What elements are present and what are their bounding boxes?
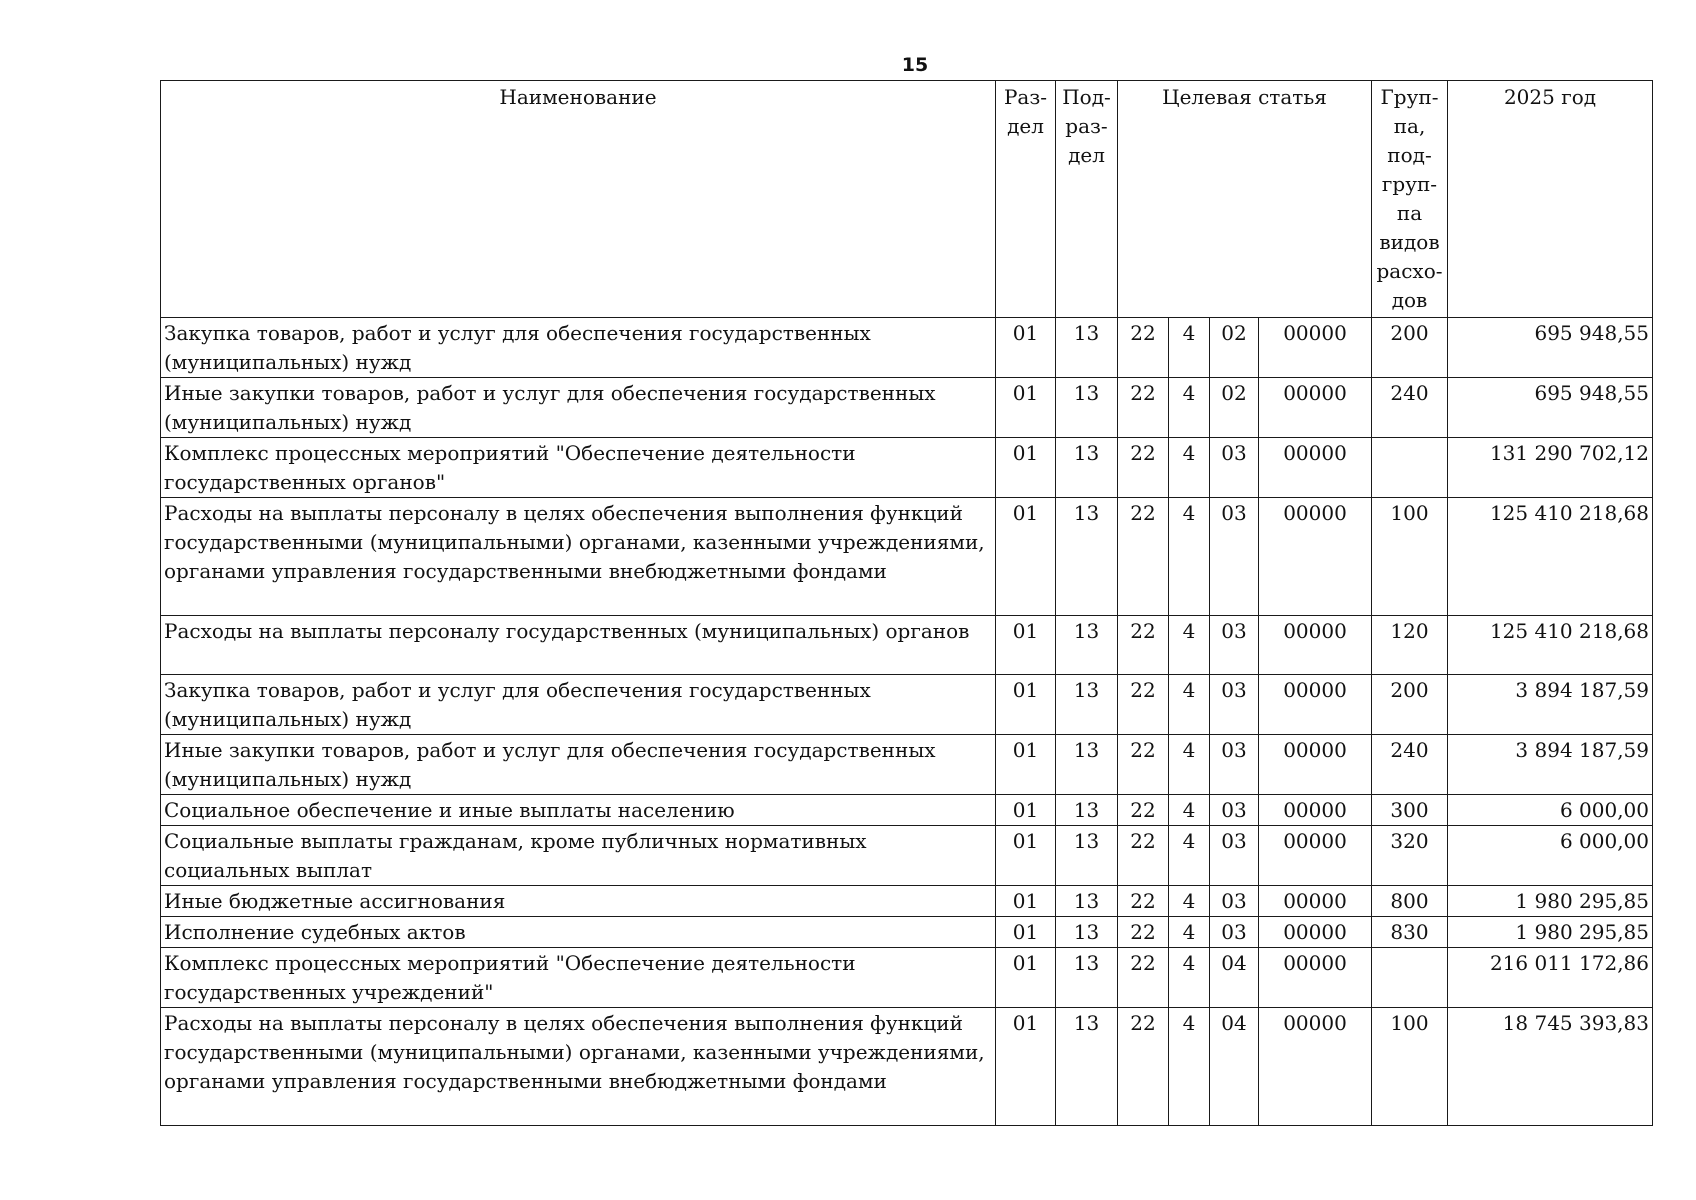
cell-subsection: 13 [1056,917,1118,948]
cell-target-structural: 03 [1210,616,1259,675]
cell-subsection: 13 [1056,378,1118,438]
cell-subsection: 13 [1056,795,1118,826]
cell-section: 01 [996,318,1056,378]
cell-amount: 1 980 295,85 [1448,886,1653,917]
cell-target-type: 4 [1169,948,1210,1008]
table-row [161,886,1653,917]
cell-expense-group: 240 [1372,735,1448,795]
cell-section: 01 [996,438,1056,498]
cell-target-direction: 00000 [1259,795,1372,826]
cell-target-structural: 02 [1210,378,1259,438]
cell-expense-group: 120 [1372,616,1448,675]
cell-name: Иные закупки товаров, работ и услуг для обеспечения государственных (муниципальных) нужд [161,378,996,438]
cell-target-structural: 04 [1210,1008,1259,1126]
cell-expense-group [1372,948,1448,1008]
table-row [161,1008,1653,1126]
cell-subsection: 13 [1056,826,1118,886]
cell-section: 01 [996,735,1056,795]
cell-target-direction: 00000 [1259,675,1372,735]
cell-section: 01 [996,795,1056,826]
cell-expense-group: 200 [1372,318,1448,378]
header-section-text: Раз- дел [1003,85,1048,138]
cell-expense-group: 200 [1372,675,1448,735]
cell-amount: 125 410 218,68 [1448,498,1653,616]
header-section [996,81,1056,318]
cell-target-direction: 00000 [1259,498,1372,616]
header-group-text: Груп- па, под- груп- па видов расхо- дов [1376,85,1443,312]
cell-expense-group: 800 [1372,886,1448,917]
cell-target-type: 4 [1169,498,1210,616]
cell-section: 01 [996,826,1056,886]
cell-amount: 131 290 702,12 [1448,438,1653,498]
cell-target-type: 4 [1169,795,1210,826]
cell-name: Комплекс процессных мероприятий "Обеспечение деятельности государственных органов" [161,438,996,498]
cell-expense-group: 320 [1372,826,1448,886]
header-name: Наименование [161,81,996,318]
cell-target-direction: 00000 [1259,378,1372,438]
cell-target-structural: 03 [1210,886,1259,917]
cell-amount: 695 948,55 [1448,318,1653,378]
header-target-article: Целевая статья [1118,81,1372,318]
cell-amount: 1 980 295,85 [1448,917,1653,948]
cell-target-type: 4 [1169,378,1210,438]
cell-subsection: 13 [1056,1008,1118,1126]
cell-target-structural: 03 [1210,438,1259,498]
cell-target-direction: 00000 [1259,826,1372,886]
cell-amount: 6 000,00 [1448,795,1653,826]
cell-expense-group: 100 [1372,1008,1448,1126]
cell-target-structural: 03 [1210,675,1259,735]
page-number: 15 [901,54,929,76]
cell-target-program: 22 [1118,917,1169,948]
cell-target-program: 22 [1118,498,1169,616]
cell-target-program: 22 [1118,616,1169,675]
table-row [161,795,1653,826]
cell-subsection: 13 [1056,438,1118,498]
cell-name: Расходы на выплаты персоналу в целях обеспечения выполнения функций государственными (муниципальными) органами, казенными учреждениями, органами управления государственными внебюджетными фондами [161,498,996,616]
cell-target-program: 22 [1118,675,1169,735]
cell-target-direction: 00000 [1259,886,1372,917]
table-body [161,318,1653,1126]
cell-target-structural: 03 [1210,498,1259,616]
cell-subsection: 13 [1056,318,1118,378]
cell-target-structural: 04 [1210,948,1259,1008]
cell-amount: 6 000,00 [1448,826,1653,886]
table-header-row [161,81,1653,318]
cell-name: Закупка товаров, работ и услуг для обеспечения государственных (муниципальных) нужд [161,318,996,378]
header-subsection [1056,81,1118,318]
cell-target-program: 22 [1118,1008,1169,1126]
cell-target-type: 4 [1169,826,1210,886]
table-row [161,378,1653,438]
cell-name: Социальное обеспечение и иные выплаты населению [161,795,996,826]
table-row [161,948,1653,1008]
cell-subsection: 13 [1056,675,1118,735]
cell-target-program: 22 [1118,378,1169,438]
cell-subsection: 13 [1056,948,1118,1008]
budget-table [160,80,1653,1126]
cell-section: 01 [996,498,1056,616]
cell-target-type: 4 [1169,1008,1210,1126]
cell-target-structural: 03 [1210,795,1259,826]
cell-amount: 18 745 393,83 [1448,1008,1653,1126]
cell-target-structural: 02 [1210,318,1259,378]
cell-subsection: 13 [1056,735,1118,795]
cell-target-program: 22 [1118,318,1169,378]
cell-target-structural: 03 [1210,826,1259,886]
header-year: 2025 год [1448,81,1653,318]
cell-target-type: 4 [1169,616,1210,675]
cell-section: 01 [996,378,1056,438]
cell-expense-group [1372,438,1448,498]
cell-target-direction: 00000 [1259,948,1372,1008]
cell-section: 01 [996,886,1056,917]
cell-target-program: 22 [1118,795,1169,826]
cell-target-program: 22 [1118,438,1169,498]
cell-target-direction: 00000 [1259,616,1372,675]
cell-target-direction: 00000 [1259,735,1372,795]
cell-target-direction: 00000 [1259,917,1372,948]
cell-subsection: 13 [1056,886,1118,917]
cell-expense-group: 100 [1372,498,1448,616]
table-row [161,675,1653,735]
cell-target-program: 22 [1118,886,1169,917]
cell-name: Комплекс процессных мероприятий "Обеспечение деятельности государственных учреждений" [161,948,996,1008]
cell-name: Иные бюджетные ассигнования [161,886,996,917]
cell-target-direction: 00000 [1259,318,1372,378]
cell-target-program: 22 [1118,826,1169,886]
cell-section: 01 [996,1008,1056,1126]
cell-amount: 695 948,55 [1448,378,1653,438]
cell-target-type: 4 [1169,438,1210,498]
cell-target-type: 4 [1169,318,1210,378]
header-subsection-text: Под- раз- дел [1062,85,1111,167]
cell-target-program: 22 [1118,948,1169,1008]
cell-subsection: 13 [1056,616,1118,675]
cell-target-structural: 03 [1210,735,1259,795]
cell-target-direction: 00000 [1259,438,1372,498]
table-row [161,735,1653,795]
cell-target-type: 4 [1169,735,1210,795]
cell-target-direction: 00000 [1259,1008,1372,1126]
cell-section: 01 [996,675,1056,735]
cell-section: 01 [996,948,1056,1008]
cell-subsection: 13 [1056,498,1118,616]
cell-amount: 3 894 187,59 [1448,675,1653,735]
cell-amount: 3 894 187,59 [1448,735,1653,795]
header-group [1372,81,1448,318]
cell-name: Социальные выплаты гражданам, кроме публичных нормативных социальных выплат [161,826,996,886]
cell-name: Расходы на выплаты персоналу в целях обеспечения выполнения функций государственными (муниципальными) органами, казенными учреждениями, органами управления государственными внебюджетными фондами [161,1008,996,1126]
cell-target-type: 4 [1169,917,1210,948]
cell-expense-group: 830 [1372,917,1448,948]
cell-name: Исполнение судебных актов [161,917,996,948]
cell-expense-group: 300 [1372,795,1448,826]
cell-section: 01 [996,616,1056,675]
cell-name: Закупка товаров, работ и услуг для обеспечения государственных (муниципальных) нужд [161,675,996,735]
table-row [161,498,1653,616]
cell-target-structural: 03 [1210,917,1259,948]
table-row [161,616,1653,675]
table-row [161,826,1653,886]
table-row [161,318,1653,378]
cell-amount: 125 410 218,68 [1448,616,1653,675]
cell-target-type: 4 [1169,675,1210,735]
cell-amount: 216 011 172,86 [1448,948,1653,1008]
cell-expense-group: 240 [1372,378,1448,438]
table-row [161,917,1653,948]
cell-target-program: 22 [1118,735,1169,795]
table-row [161,438,1653,498]
cell-name: Расходы на выплаты персоналу государственных (муниципальных) органов [161,616,996,675]
cell-name: Иные закупки товаров, работ и услуг для обеспечения государственных (муниципальных) нужд [161,735,996,795]
cell-target-type: 4 [1169,886,1210,917]
cell-section: 01 [996,917,1056,948]
